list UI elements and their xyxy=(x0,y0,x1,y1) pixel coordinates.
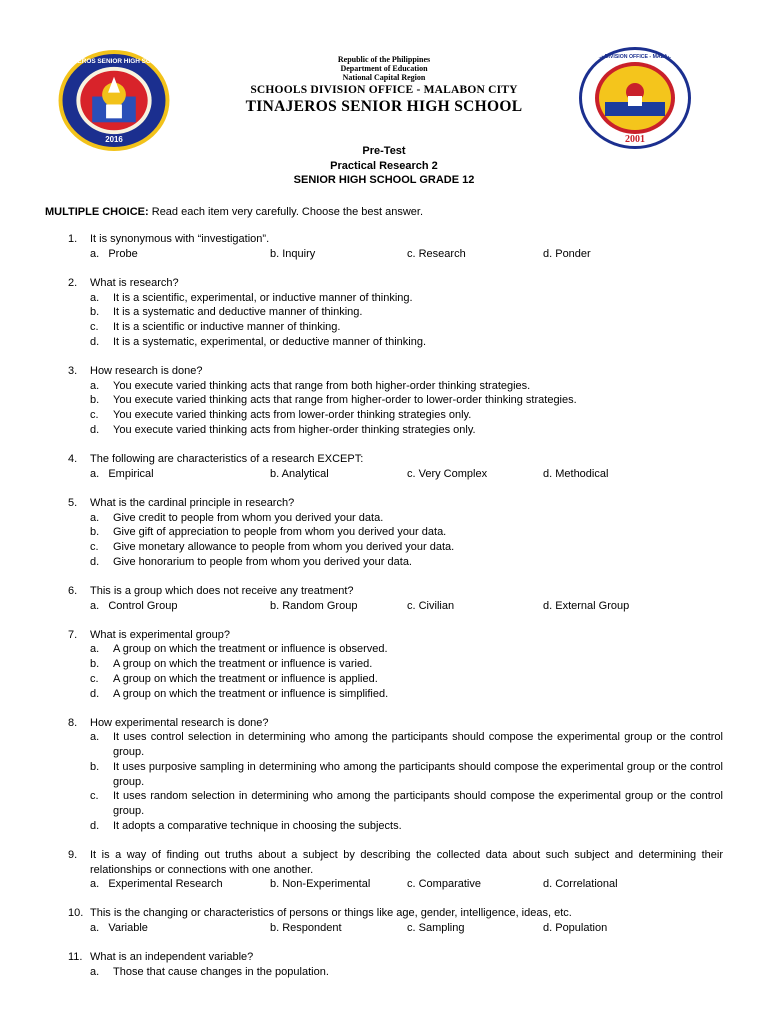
question-text xyxy=(68,628,723,643)
choice-letter: a. xyxy=(90,379,100,392)
choice-text: A group on which the treatment or influence is varied. xyxy=(113,658,373,671)
question-prompt: It is a way of finding out truths about a subject by describing the collected data about such subject and determining their relationships or connections with one another. xyxy=(90,848,723,876)
choice-letter: c. xyxy=(90,321,99,333)
answer-choice xyxy=(90,965,723,980)
answer-choice xyxy=(90,379,723,394)
instructions-text: Read each item very carefully. Choose the best answer. xyxy=(148,206,424,218)
choice-letter: a. xyxy=(90,291,100,304)
logo-right-ring-text: SCHOOLS DIVISION OFFICE - MALABON CITY xyxy=(578,54,692,60)
answer-choice xyxy=(90,291,723,306)
answer-choice xyxy=(90,423,723,438)
answer-choice: b. Random Group xyxy=(270,599,358,612)
question-prompt: What is experimental group? xyxy=(90,628,231,641)
choice-text: You execute varied thinking acts that range from higher-order to lower-order thinking strategies. xyxy=(113,394,577,407)
choice-text: It uses random selection in determining who among the participants should compose the experimental group or the control group. xyxy=(113,790,723,817)
question-prompt: What is an independent variable? xyxy=(90,951,254,964)
choice-letter: a. xyxy=(90,966,100,979)
question-spacer xyxy=(0,936,768,951)
question-spacer xyxy=(0,892,768,907)
question-item xyxy=(68,716,723,834)
answer-choice xyxy=(90,642,723,657)
answer-choice xyxy=(90,305,723,320)
question-text xyxy=(68,364,723,379)
question-number: 6. xyxy=(68,584,78,597)
question-spacer xyxy=(0,437,768,452)
question-prompt: This is the changing or characteristics of persons or things like age, gender, intelligence, ideas, etc. xyxy=(90,907,572,920)
answer-choice: a. Empirical xyxy=(90,467,154,480)
choice-letter: c. xyxy=(90,790,99,803)
answer-choice xyxy=(90,555,723,570)
choice-letter: d. xyxy=(90,335,100,348)
choice-letter: d. xyxy=(90,819,100,832)
question-text xyxy=(68,848,723,877)
choice-text: It is a systematic, experimental, or deductive manner of thinking. xyxy=(113,335,427,348)
answer-choice xyxy=(90,525,723,540)
choice-text: You execute varied thinking acts from higher-order thinking strategies only. xyxy=(113,423,476,436)
choice-letter: b. xyxy=(90,658,100,671)
question-prompt: How experimental research is done? xyxy=(90,716,269,729)
question-number: 10. xyxy=(68,907,84,920)
test-titles xyxy=(0,144,768,188)
choice-text: You execute varied thinking acts from lower-order thinking strategies only. xyxy=(113,409,472,422)
choice-letter: b. xyxy=(90,760,100,773)
question-spacer xyxy=(0,833,768,848)
question-text xyxy=(68,232,723,247)
question-item xyxy=(68,496,723,570)
question-text xyxy=(68,906,723,921)
question-spacer xyxy=(0,701,768,716)
choice-row xyxy=(90,599,723,614)
choice-text: It uses purposive sampling in determining who among the participants should compose the experimental group or the control group. xyxy=(113,760,723,788)
answer-choice: b. Respondent xyxy=(270,922,342,935)
header-division-office: SCHOOLS DIVISION OFFICE - MALABON CITY xyxy=(250,84,518,96)
question-number: 7. xyxy=(68,628,78,641)
question-list xyxy=(0,232,768,980)
answer-choice xyxy=(90,511,723,526)
answer-choice xyxy=(90,687,723,702)
choice-row xyxy=(90,921,723,936)
question-text xyxy=(68,452,723,467)
choice-text: It uses control selection in determining who among the participants should compose the experimental group or the control group. xyxy=(113,731,723,759)
division-seal-logo xyxy=(578,46,692,150)
logo-left-ring-text: TINAJEROS SENIOR HIGH SCHOOL xyxy=(58,57,170,65)
choice-list xyxy=(90,965,723,980)
question-number: 11. xyxy=(68,951,83,964)
choice-row xyxy=(90,247,723,262)
choice-text: It is a scientific, experimental, or inductive manner of thinking. xyxy=(113,291,413,304)
choice-letter: b. xyxy=(90,306,100,319)
question-item xyxy=(68,950,723,979)
question-number: 1. xyxy=(68,233,78,245)
answer-choice xyxy=(90,320,723,335)
question-prompt: The following are characteristics of a research EXCEPT: xyxy=(90,452,364,465)
choice-text: A group on which the treatment or influence is observed. xyxy=(113,643,388,656)
choice-letter: c. xyxy=(90,409,99,422)
choice-letter: a. xyxy=(90,643,100,656)
header-school-name: TINAJEROS SENIOR HIGH SCHOOL xyxy=(245,98,523,115)
question-item xyxy=(68,628,723,702)
choice-text: Give credit to people from whom you derived your data. xyxy=(113,511,384,524)
choice-letter: d. xyxy=(90,423,100,436)
question-number: 4. xyxy=(68,452,78,465)
question-text xyxy=(68,276,723,291)
choice-text: It is a scientific or inductive manner of thinking. xyxy=(113,321,341,333)
question-prompt: This is a group which does not receive any treatment? xyxy=(90,584,354,597)
instructions-label: MULTIPLE CHOICE: xyxy=(45,206,149,218)
answer-choice xyxy=(90,393,723,408)
choice-text: A group on which the treatment or influence is applied. xyxy=(113,672,378,685)
choice-row xyxy=(90,877,723,892)
choice-row xyxy=(90,467,723,482)
answer-choice: c. Very Complex xyxy=(407,467,488,480)
choice-list xyxy=(90,511,723,570)
question-text xyxy=(68,496,723,511)
question-number: 9. xyxy=(68,848,78,861)
question-number: 5. xyxy=(68,496,78,509)
question-text xyxy=(68,950,723,965)
question-item xyxy=(68,364,723,438)
answer-choice xyxy=(90,408,723,423)
answer-choice: a. Experimental Research xyxy=(90,878,223,891)
choice-letter: c. xyxy=(90,672,99,685)
choice-letter: a. xyxy=(90,731,100,744)
choice-letter: a. xyxy=(90,511,100,524)
answer-choice: c. Civilian xyxy=(407,599,455,612)
header-department: Department of Education xyxy=(340,64,428,73)
question-text xyxy=(68,716,723,731)
answer-choice: d. External Group xyxy=(543,599,630,612)
answer-choice: c. Research xyxy=(407,247,466,260)
question-spacer xyxy=(0,613,768,628)
choice-text: You execute varied thinking acts that range from both higher-order thinking strategies. xyxy=(113,379,531,392)
question-text xyxy=(68,584,723,599)
choice-letter: d. xyxy=(90,555,100,568)
answer-choice xyxy=(90,819,723,834)
question-prompt: It is synonymous with “investigation”. xyxy=(90,233,270,245)
choice-text: Give gift of appreciation to people from whom you derived your data. xyxy=(113,526,447,539)
question-prompt: What is research? xyxy=(90,276,179,289)
question-prompt: How research is done? xyxy=(90,364,203,377)
question-item xyxy=(68,848,723,892)
answer-choice: b. Analytical xyxy=(270,467,329,480)
answer-choice: c. Comparative xyxy=(407,878,481,891)
choice-letter: b. xyxy=(90,394,100,407)
choice-text: It adopts a comparative technique in choosing the subjects. xyxy=(113,819,402,832)
choice-list xyxy=(90,642,723,701)
choice-letter: d. xyxy=(90,687,100,700)
choice-letter: b. xyxy=(90,526,100,539)
answer-choice: d. Ponder xyxy=(543,247,591,260)
question-number: 2. xyxy=(68,276,78,289)
grade-title: SENIOR HIGH SCHOOL GRADE 12 xyxy=(293,174,475,186)
question-spacer xyxy=(0,569,768,584)
question-item xyxy=(68,276,723,350)
logo-left-year: 2016 xyxy=(105,135,123,145)
choice-text: A group on which the treatment or influence is simplified. xyxy=(113,687,389,700)
answer-choice: a. Probe xyxy=(90,247,138,260)
question-item xyxy=(68,584,723,613)
subject-title: Practical Research 2 xyxy=(330,159,438,172)
question-number: 3. xyxy=(68,364,78,377)
question-spacer xyxy=(0,481,768,496)
instructions xyxy=(45,206,423,218)
choice-list xyxy=(90,291,723,350)
answer-choice xyxy=(90,335,723,350)
header-republic: Republic of the Philippines xyxy=(337,55,431,64)
answer-choice: d. Methodical xyxy=(543,467,609,480)
answer-choice xyxy=(90,789,723,818)
logo-right-year: 2001 xyxy=(625,134,645,145)
answer-choice: d. Population xyxy=(543,922,608,935)
header-region: National Capital Region xyxy=(342,73,426,82)
test-title: Pre-Test xyxy=(362,145,406,157)
question-spacer xyxy=(0,261,768,276)
answer-choice: b. Inquiry xyxy=(270,247,316,260)
choice-text: Give honorarium to people from whom you derived your data. xyxy=(113,555,412,568)
choice-text: Those that cause changes in the population. xyxy=(113,966,329,979)
answer-choice xyxy=(90,760,723,789)
answer-choice xyxy=(90,540,723,555)
choice-list xyxy=(90,379,723,438)
question-item xyxy=(68,452,723,481)
answer-choice xyxy=(90,657,723,672)
document-header xyxy=(0,0,768,145)
question-item xyxy=(68,906,723,935)
answer-choice xyxy=(90,730,723,759)
question-item xyxy=(68,232,723,261)
answer-choice: a. Variable xyxy=(90,922,148,935)
choice-letter: c. xyxy=(90,540,99,553)
answer-choice: b. Non-Experimental xyxy=(270,878,371,891)
answer-choice: d. Correlational xyxy=(543,878,618,891)
answer-choice: a. Control Group xyxy=(90,599,178,612)
choice-text: Give monetary allowance to people from whom you derived your data. xyxy=(113,540,455,553)
choice-list xyxy=(90,730,723,833)
choice-text: It is a systematic and deductive manner of thinking. xyxy=(113,306,363,319)
answer-choice xyxy=(90,672,723,687)
question-prompt: What is the cardinal principle in research? xyxy=(90,496,295,509)
question-number: 8. xyxy=(68,716,78,729)
answer-choice: c. Sampling xyxy=(407,922,465,935)
question-spacer xyxy=(0,349,768,364)
